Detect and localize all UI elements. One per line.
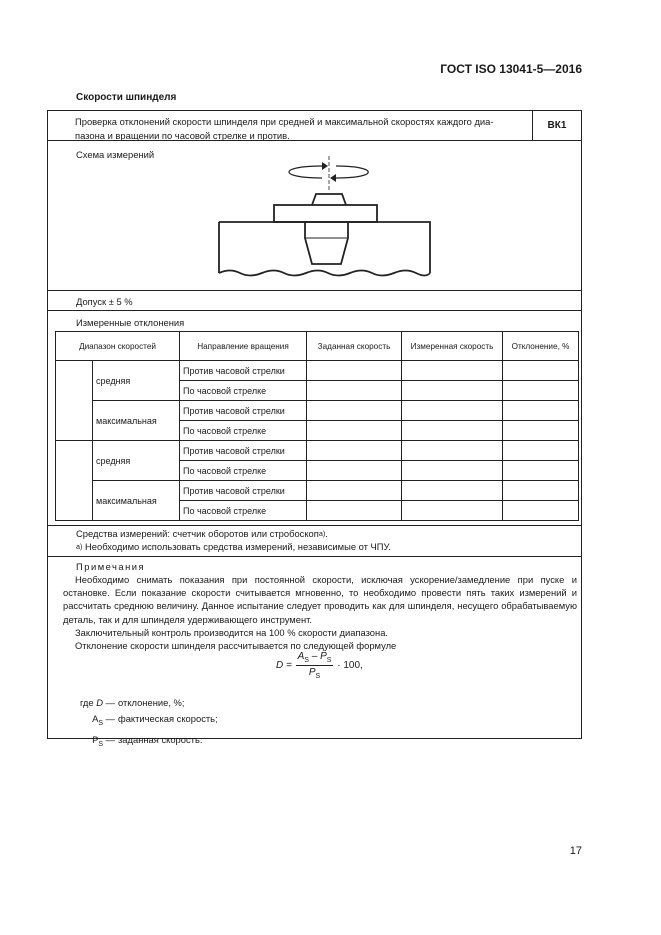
divider — [48, 556, 581, 557]
purpose-line-1: Проверка отклонений скорости шпинделя при средней и максимальной скоростях каждого диа- — [75, 116, 494, 127]
footnote-text: Необходимо использовать средства измерений, независимые от ЧПУ. — [85, 541, 391, 552]
measured-speed-cell[interactable] — [402, 421, 503, 441]
table-row — [56, 441, 579, 461]
set-speed-cell[interactable] — [307, 381, 402, 401]
definition-symbol: P — [92, 733, 99, 745]
formula-sub: S — [326, 657, 332, 664]
footnote-mark: а) — [318, 529, 326, 538]
deviation-cell[interactable] — [503, 381, 579, 401]
definition-dash: — — [105, 713, 115, 724]
direction-cell: По часовой стрелке — [180, 501, 307, 521]
measured-speed-cell[interactable] — [402, 481, 503, 501]
deviation-cell[interactable] — [503, 481, 579, 501]
definition-symbol: A — [92, 713, 99, 724]
set-speed-cell[interactable] — [307, 501, 402, 521]
table-row — [56, 401, 579, 421]
note-paragraph: Отклонение скорости шпинделя рассчитывается по следующей формуле — [75, 640, 397, 652]
measuring-means-footnote — [76, 540, 391, 554]
measured-speed-cell[interactable] — [402, 501, 503, 521]
formula-minus: – — [308, 651, 321, 662]
header-deviation: Отклонение, % — [503, 332, 579, 361]
deviation-formula — [276, 651, 363, 680]
deviation-cell[interactable] — [503, 421, 579, 441]
measuring-means-text: Средства измерений: счетчик оборотов или стробоскоп — [76, 528, 319, 539]
definition-row — [57, 695, 218, 711]
divider — [48, 140, 581, 141]
speed-level-cell: средняя — [93, 361, 180, 401]
definition-dash: — — [105, 733, 115, 745]
note-paragraph: Заключительный контроль производится на 100 % скорости диапазона. — [75, 626, 389, 638]
set-speed-cell[interactable] — [307, 481, 402, 501]
speed-level-cell: максимальная — [93, 481, 180, 521]
definition-text: фактическая скорость; — [118, 713, 218, 724]
set-speed-cell[interactable] — [307, 461, 402, 481]
direction-cell: Против часовой стрелки — [180, 401, 307, 421]
notes-body — [63, 573, 577, 652]
range-group-cell — [56, 361, 93, 441]
direction-cell: По часовой стрелке — [180, 381, 307, 401]
definition-dash: — — [105, 697, 115, 708]
table-row — [56, 481, 579, 501]
direction-cell: Против часовой стрелки — [180, 441, 307, 461]
definition-text: отклонение, %; — [118, 697, 185, 708]
header-set-speed: Заданная скорость — [307, 332, 402, 361]
deviation-cell[interactable] — [503, 501, 579, 521]
divider — [48, 525, 581, 526]
rotation-arrow-icon — [289, 166, 322, 178]
spindle-flange — [274, 205, 377, 222]
measured-speed-cell[interactable] — [402, 441, 503, 461]
formula-lhs: D = — [276, 660, 292, 672]
measured-speed-cell[interactable] — [402, 461, 503, 481]
formula-sub: S — [304, 657, 309, 664]
speed-level-cell: максимальная — [93, 401, 180, 441]
deviation-cell[interactable] — [503, 441, 579, 461]
measured-deviations-label: Измеренные отклонения — [76, 317, 185, 328]
set-speed-cell[interactable] — [307, 441, 402, 461]
table-header-row — [56, 332, 579, 361]
direction-cell: Против часовой стрелки — [180, 361, 307, 381]
definitions — [57, 695, 218, 753]
scheme-label: Схема измерений — [76, 149, 155, 160]
direction-cell: Против часовой стрелки — [180, 481, 307, 501]
formula-den-p: P — [308, 667, 316, 678]
formula-a: A — [297, 651, 305, 662]
measurement-scheme-diagram — [208, 156, 448, 288]
set-speed-cell[interactable] — [307, 421, 402, 441]
range-group-cell — [56, 441, 93, 521]
divider — [48, 310, 581, 311]
measuring-means: Средства измерений: счетчик оборотов или стробоскоп$^{а)}$. — [76, 528, 328, 539]
set-speed-cell[interactable] — [307, 361, 402, 381]
definition-sub: S — [98, 740, 104, 748]
deviation-cell[interactable] — [503, 461, 579, 481]
formula-tail: · 100, — [337, 660, 363, 672]
definition-text: заданная скорость. — [118, 733, 203, 745]
formula-p: P — [320, 651, 327, 662]
deviation-cell[interactable] — [503, 401, 579, 421]
definition-row — [57, 711, 218, 732]
test-purpose — [75, 115, 531, 143]
formula-sub: S — [315, 673, 321, 680]
test-sheet-frame — [47, 110, 582, 748]
section-title: Скорости шпинделя — [76, 92, 177, 103]
deviation-cell[interactable] — [503, 361, 579, 381]
definition-sub: S — [98, 719, 104, 727]
direction-cell: По часовой стрелке — [180, 421, 307, 441]
tolerance: Допуск ± 5 % — [76, 296, 133, 307]
document-header: ГОСТ ISO 13041-5—2016 — [440, 62, 582, 76]
speed-level-cell: средняя — [93, 441, 180, 481]
note-paragraph: Необходимо снимать показания при постоянной скорости, исключая ускорение/замедление при пуске и остановке. Если показание скорости считывается мгновенно, то необходимо провести пять таких измерений и рассчитать среднюю величину. Данное испытание следует проводить как для шпинделя, несущего обрабатываемую деталь, так и для шпинделя удерживающего инструмент. — [63, 574, 577, 625]
set-speed-cell[interactable] — [307, 401, 402, 421]
measured-speed-cell[interactable] — [402, 381, 503, 401]
purpose-line-2: пазона и вращении по часовой стрелке и против. — [75, 130, 290, 141]
divider — [48, 290, 581, 291]
definition-symbol: D — [96, 697, 104, 708]
page-number: 17 — [569, 845, 582, 857]
footnote-mark: а) — [76, 542, 83, 551]
test-code: ВК1 — [532, 111, 581, 140]
header-speed-range: Диапазон скоростей — [56, 332, 180, 361]
header-measured-speed: Измеренная скорость — [402, 332, 503, 361]
tool-holder — [312, 194, 346, 205]
definition-row — [57, 732, 218, 753]
table-row — [56, 361, 579, 381]
definition-prefix: где — [79, 697, 94, 708]
deviation-table — [55, 331, 579, 521]
measured-speed-cell[interactable] — [402, 401, 503, 421]
direction-cell: По часовой стрелке — [180, 461, 307, 481]
notes-title: Примечания — [76, 561, 146, 572]
measured-speed-cell[interactable] — [402, 361, 503, 381]
header-direction: Направление вращения — [180, 332, 307, 361]
formula-fraction — [296, 651, 334, 680]
machine-body — [219, 222, 430, 273]
